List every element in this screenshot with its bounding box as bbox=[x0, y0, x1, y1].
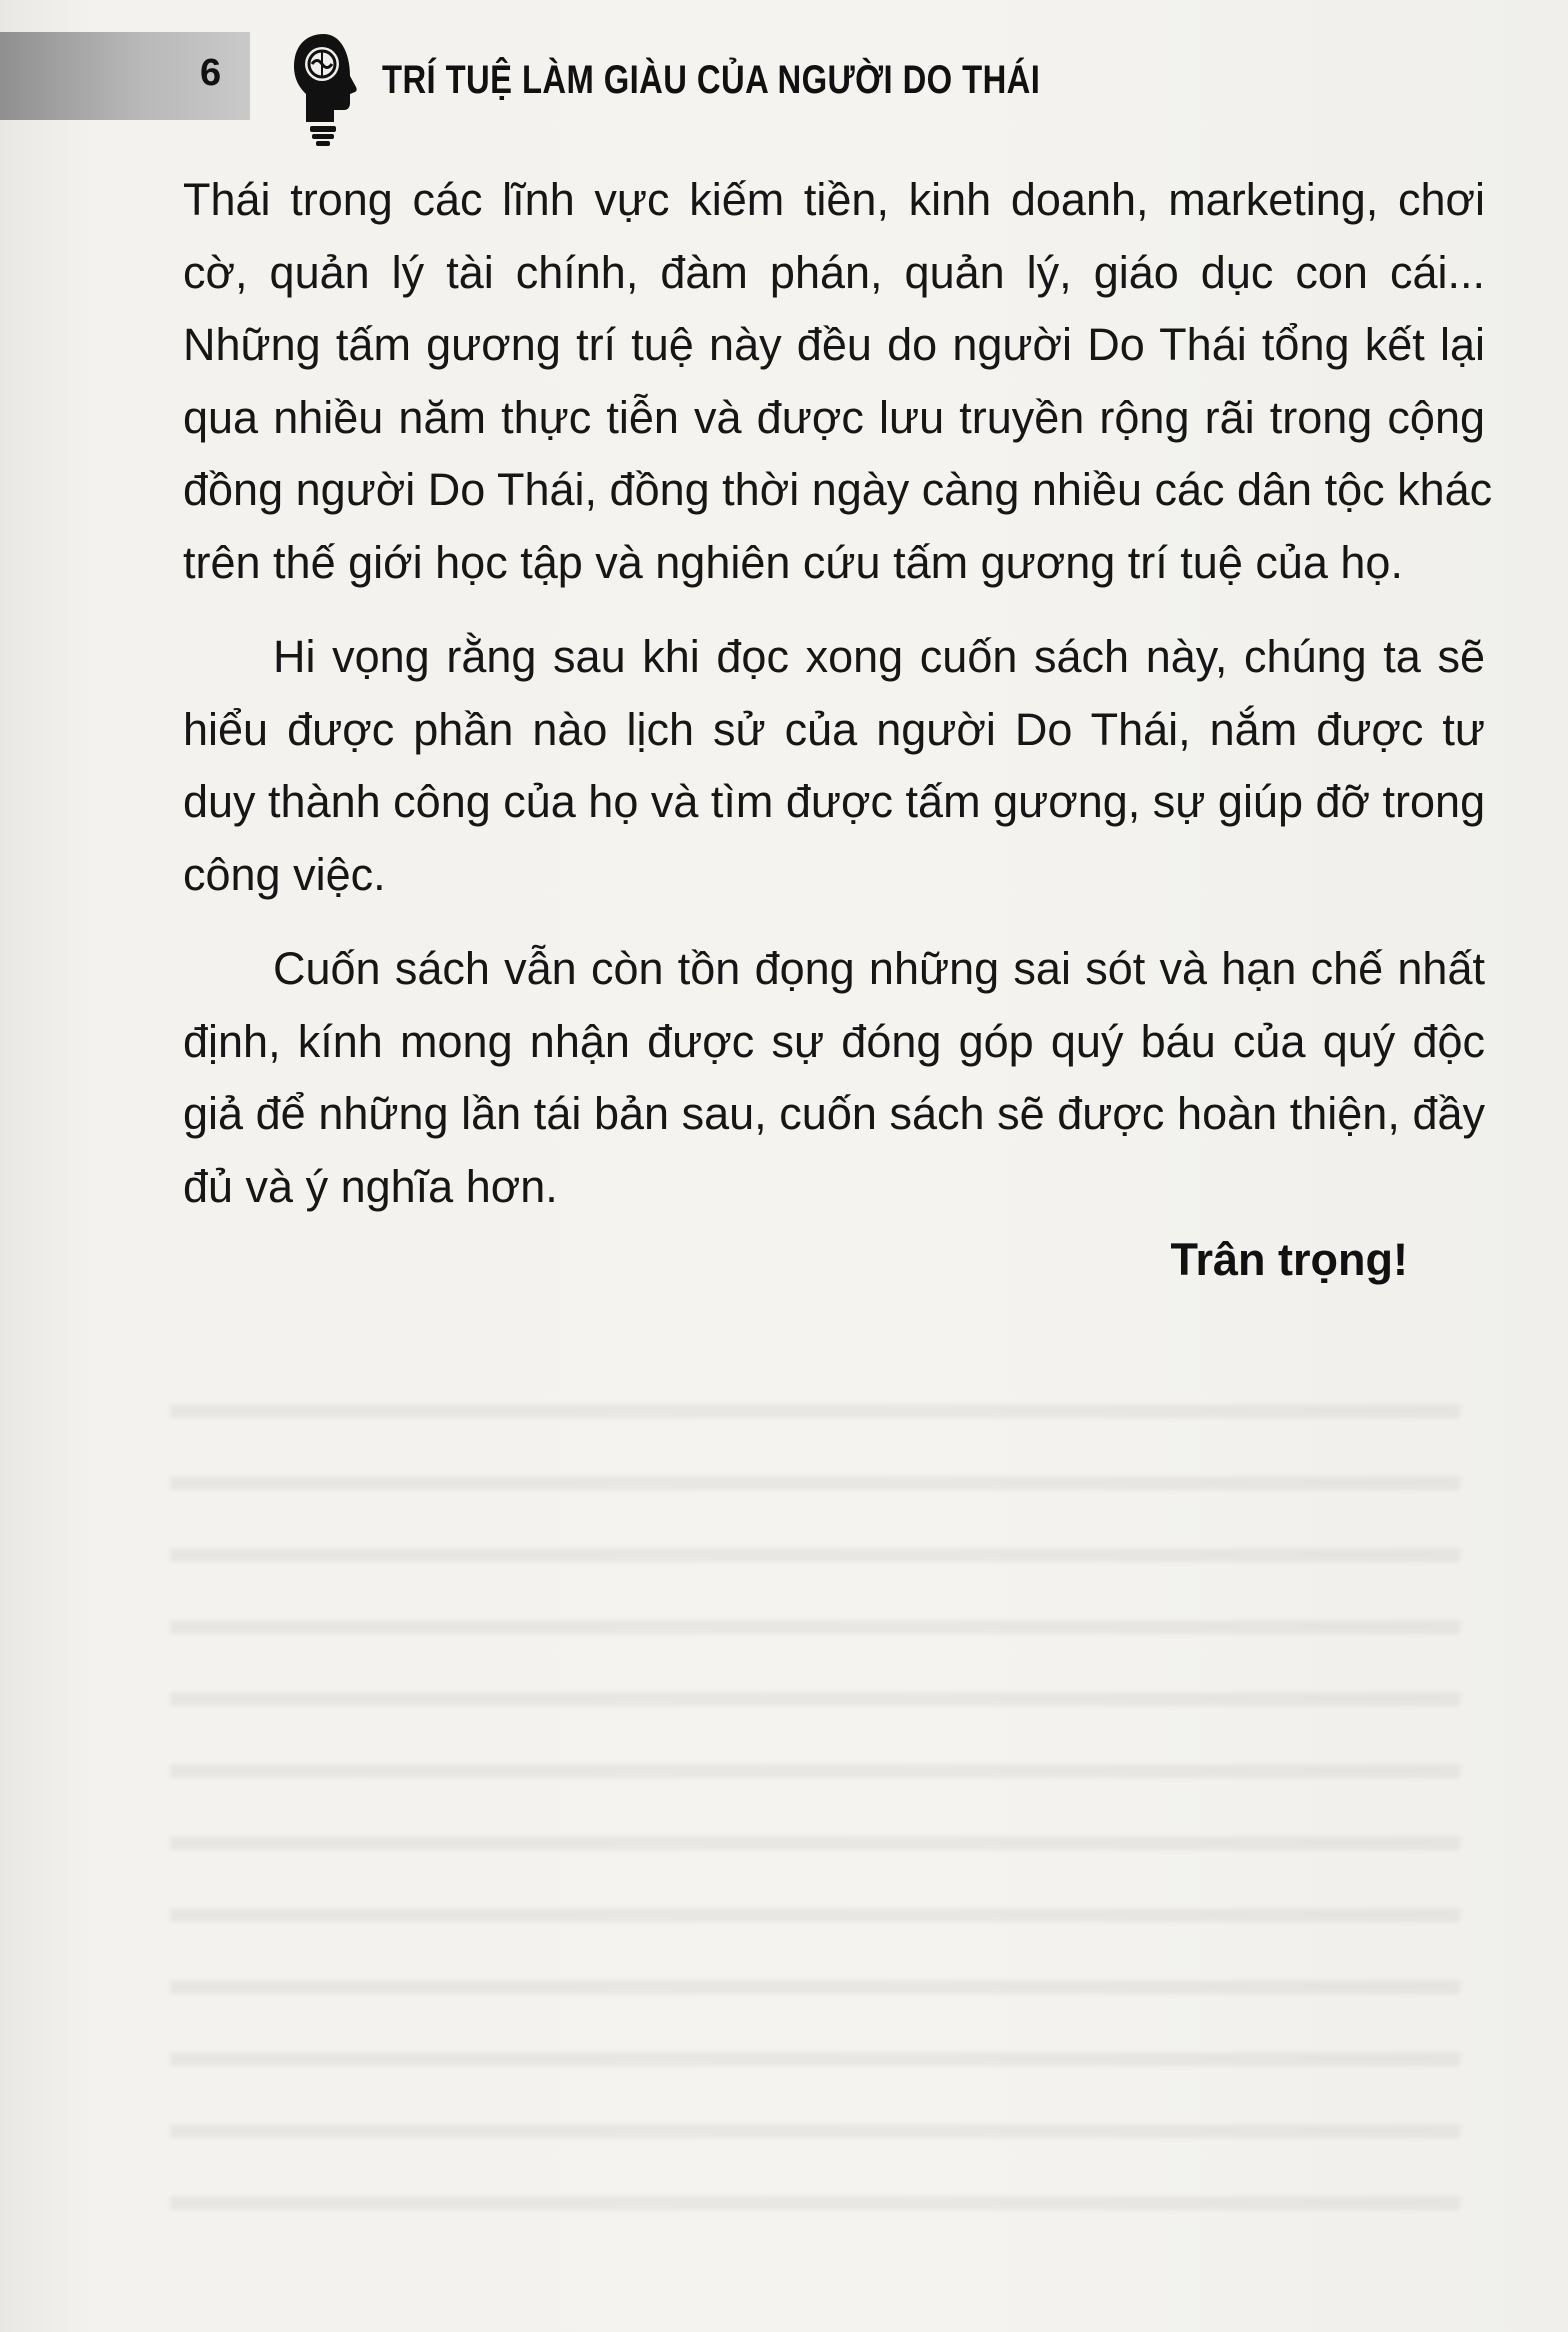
text-line: duy thành công của họ và tìm được tấm gương, sự giúp đỡ trong bbox=[183, 776, 1486, 827]
running-title: TRÍ TUỆ LÀM GIÀU CỦA NGƯỜI DO THÁI bbox=[382, 58, 1041, 102]
text-line: Thái trong các lĩnh vực kiếm tiền, kinh doanh, marketing, chơi bbox=[183, 174, 1485, 225]
text-line: qua nhiều năm thực tiễn và được lưu truyền rộng rãi trong cộng bbox=[183, 391, 1485, 443]
text-line: giả để những lần tái bản sau, cuốn sách sẽ được hoàn thiện, đầy bbox=[183, 1088, 1485, 1139]
text-line: định, kính mong nhận được sự đóng góp quý báu của quý độc bbox=[183, 1015, 1485, 1067]
text-line: hiểu được phần nào lịch sử của người Do Thái, nắm được tư bbox=[183, 703, 1485, 755]
text-line: đồng người Do Thái, đồng thời ngày càng nhiều các dân tộc khác bbox=[183, 464, 1493, 515]
signoff: Trân trọng! bbox=[1170, 1234, 1408, 1285]
paragraph-2 bbox=[183, 621, 1485, 911]
head-with-brain-icon bbox=[288, 30, 360, 148]
text-line: Cuốn sách vẫn còn tồn đọng những sai sót và hạn chế nhất bbox=[273, 943, 1485, 994]
text-line: cờ, quản lý tài chính, đàm phán, quản lý, giáo dục con cái... bbox=[183, 246, 1485, 298]
page-number: 6 bbox=[200, 52, 222, 94]
text-line: công việc. bbox=[183, 848, 386, 900]
text-line: Những tấm gương trí tuệ này đều do người Do Thái tổng kết lại bbox=[183, 319, 1485, 370]
paragraph-1 bbox=[183, 164, 1493, 599]
text-line: Hi vọng rằng sau khi đọc xong cuốn sách này, chúng ta sẽ bbox=[273, 631, 1485, 682]
body-text bbox=[183, 164, 1493, 1223]
bleed-through-texture bbox=[170, 1360, 1460, 2260]
text-line: trên thế giới học tập và nghiên cứu tấm gương trí tuệ của họ. bbox=[183, 536, 1403, 588]
text-line: đủ và ý nghĩa hơn. bbox=[183, 1160, 558, 1212]
paragraph-3 bbox=[183, 933, 1485, 1223]
